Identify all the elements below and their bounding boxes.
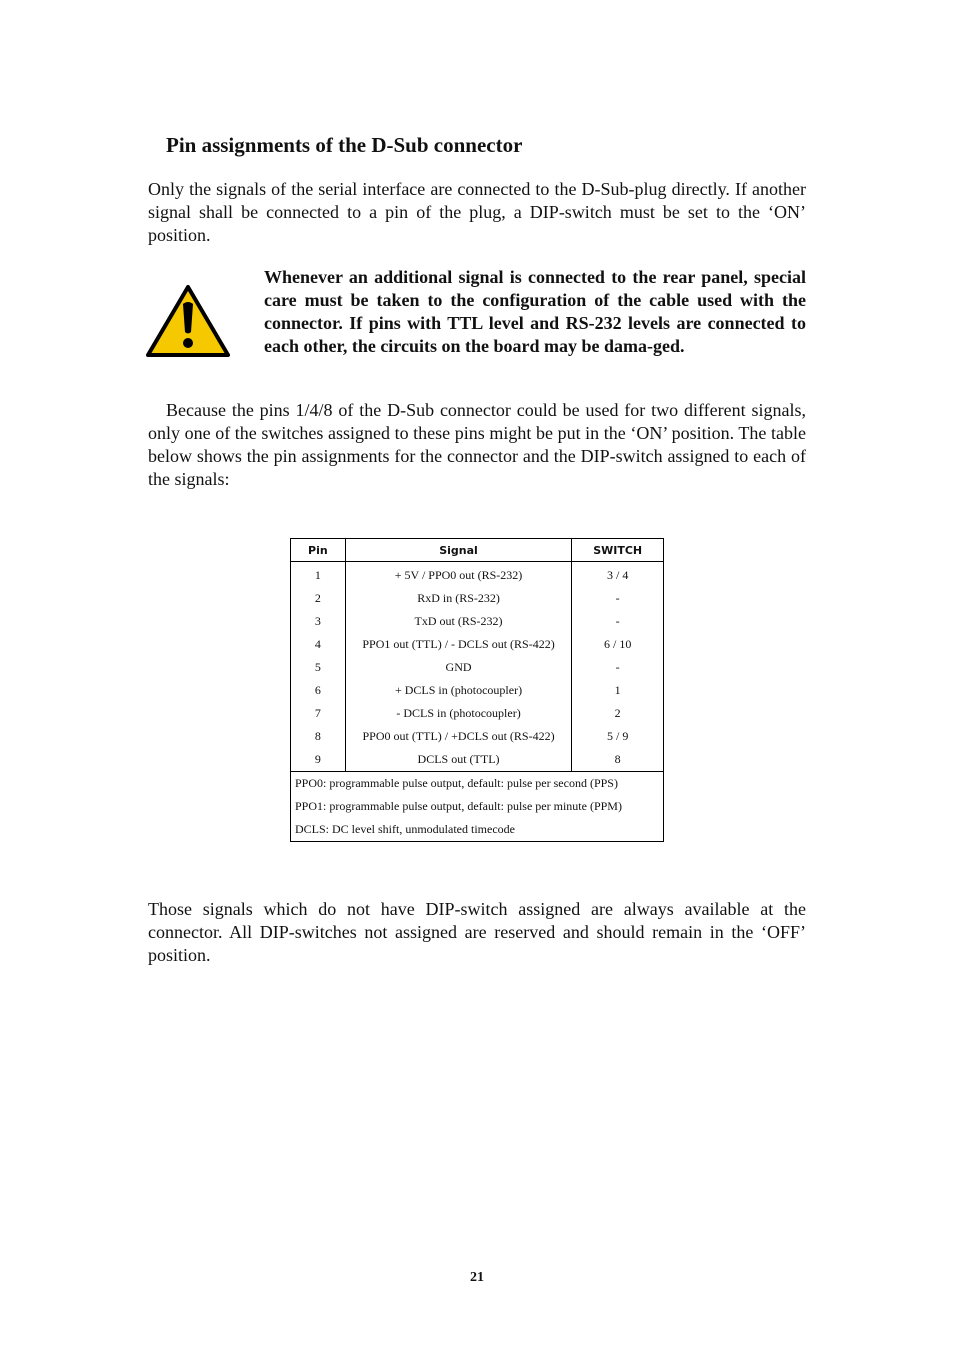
switch-cell: 2 [572, 702, 664, 725]
table-row [291, 679, 664, 702]
table-row [291, 562, 664, 588]
signal-cell: RxD in (RS-232) [345, 587, 572, 610]
signal-cell: + DCLS in (photocoupler) [345, 679, 572, 702]
pin-cell: 7 [291, 702, 346, 725]
signal-cell: PPO1 out (TTL) / - DCLS out (RS-422) [345, 633, 572, 656]
pin-cell: 9 [291, 748, 346, 772]
table-note-row [291, 772, 664, 796]
note-ppo1: PPO1: programmable pulse output, default: pulse per minute (PPM) [295, 799, 622, 813]
table-row [291, 748, 664, 772]
header-signal: Signal [345, 539, 572, 562]
table-row [291, 610, 664, 633]
warning-triangle-icon [146, 284, 230, 358]
pin-cell: 2 [291, 587, 346, 610]
pin-cell: 3 [291, 610, 346, 633]
signal-cell: DCLS out (TTL) [345, 748, 572, 772]
table-note-row [291, 818, 664, 842]
warning-text: Whenever an additional signal is connected to the rear panel, special care must be taken to the configuration of the cable used with the connector. If pins with TTL level and RS-232 levels are connected to each other, the circuits on the board may be dama-ged. [264, 267, 806, 356]
intro-paragraph: Only the signals of the serial interface are connected to the D-Sub-plug directly. If another signal shall be connected to a pin of the plug, a DIP-switch must be set to the ‘ON’ position. [148, 179, 806, 245]
table-row [291, 633, 664, 656]
table-row [291, 656, 664, 679]
pin-cell: 6 [291, 679, 346, 702]
note-ppo0: PPO0: programmable pulse output, default: pulse per second (PPS) [291, 772, 664, 796]
note-dcls: DCLS: DC level shift, unmodulated timecode [295, 822, 515, 836]
header-switch: SWITCH [572, 539, 664, 562]
table-note-row [291, 795, 664, 818]
switch-cell: - [572, 587, 664, 610]
switch-cell: 6 / 10 [572, 633, 664, 656]
signal-cell: PPO0 out (TTL) / +DCLS out (RS-422) [345, 725, 572, 748]
page-number: 21 [470, 1270, 484, 1285]
switch-cell: - [572, 656, 664, 679]
pin-assignment-table [290, 538, 664, 842]
pin-explanation-paragraph: Because the pins 1/4/8 of the D-Sub connector could be used for two different signals, only one of the switches assigned to these pins might be put in the ‘ON’ position. The table below shows the pin assignments for the connector and the DIP-switch assigned to each of the signals: [148, 400, 806, 489]
signal-cell: TxD out (RS-232) [345, 610, 572, 633]
header-pin: Pin [291, 539, 346, 562]
switch-cell: 3 / 4 [572, 562, 664, 588]
table-row [291, 702, 664, 725]
table-header-row [291, 539, 664, 562]
section-heading: Pin assignments of the D-Sub connector [166, 133, 523, 157]
signal-cell: + 5V / PPO0 out (RS-232) [345, 562, 572, 588]
switch-cell: 1 [572, 679, 664, 702]
table-row [291, 587, 664, 610]
signal-cell: - DCLS in (photocoupler) [345, 702, 572, 725]
pin-cell: 8 [291, 725, 346, 748]
switch-cell: 5 / 9 [572, 725, 664, 748]
table-row [291, 725, 664, 748]
closing-paragraph: Those signals which do not have DIP-switch assigned are always available at the connector. All DIP-switches not assigned are reserved and should remain in the ‘OFF’ position. [148, 899, 806, 965]
switch-cell: - [572, 610, 664, 633]
pin-cell: 1 [291, 562, 346, 588]
pin-cell: 5 [291, 656, 346, 679]
pin-cell: 4 [291, 633, 346, 656]
signal-cell: GND [345, 656, 572, 679]
switch-cell: 8 [572, 748, 664, 772]
